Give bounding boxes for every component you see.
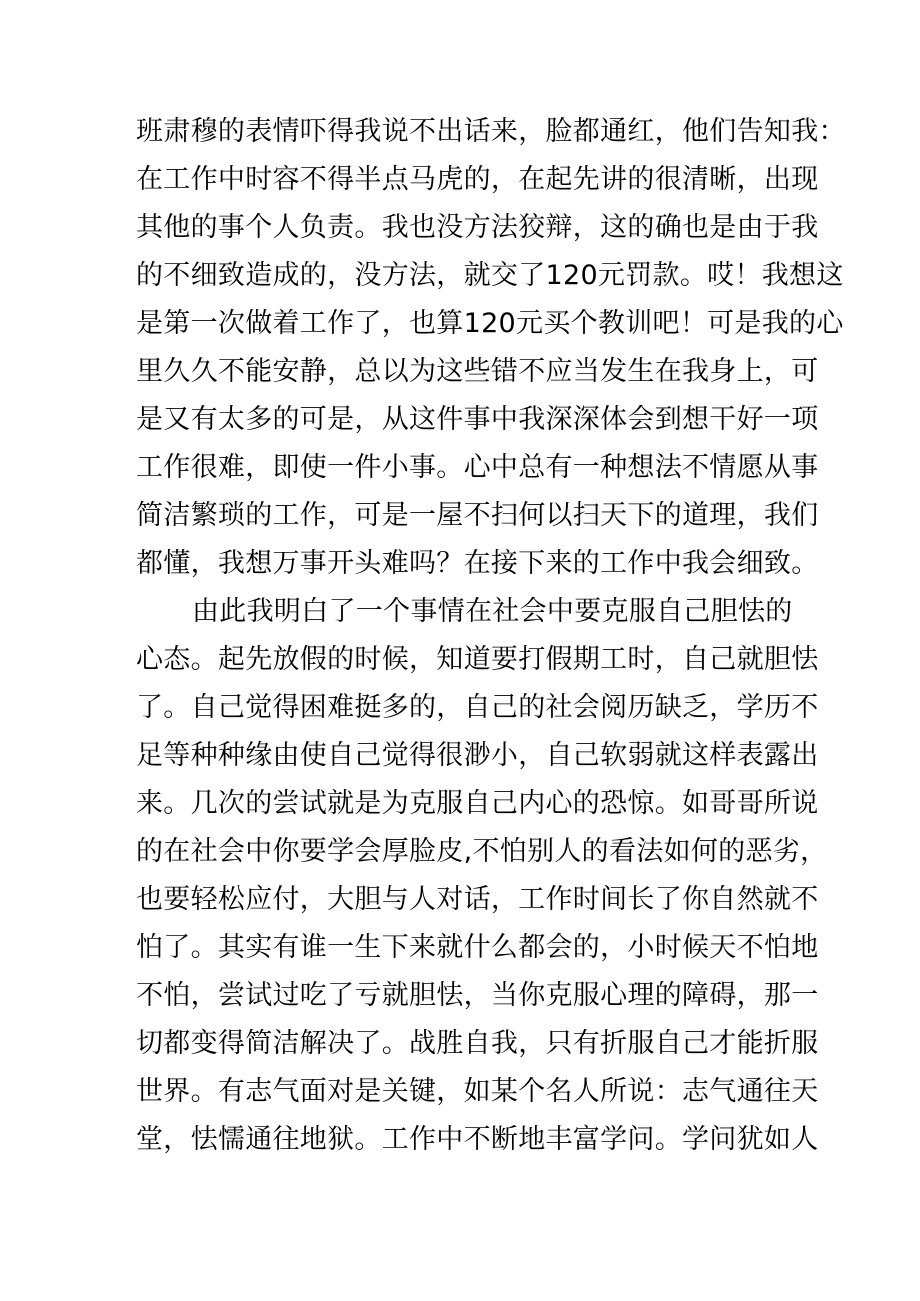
text-line: 世界。有志气面对是关键，如某个名人所说：志气通往天 [136,1076,819,1107]
text-line: 都懂，我想万事开头难吗？在接下来的工作中我会细致。 [136,548,819,579]
text-line: 来。几次的尝试就是为克服自己内心的恐惊。如哥哥所说 [136,788,819,819]
text-line: 是第一次做着工作了，也算120元买个教训吧！可是我的心 [136,308,844,339]
paragraph-2 [136,588,828,1164]
text-line: 不怕，尝试过吃了亏就胆怯，当你克服心理的障碍，那一 [136,980,819,1011]
text-line: 足等种种缘由使自己觉得很渺小，自己软弱就这样表露出 [136,740,819,771]
text-line: 心态。起先放假的时候，知道要打假期工时，自己就胆怯 [136,644,819,675]
text-line: 堂，怯懦通往地狱。工作中不断地丰富学问。学问犹如人 [136,1124,819,1155]
text-line: 是又有太多的可是，从这件事中我深深体会到想干好一项 [136,404,819,435]
text-line: 里久久不能安静，总以为这些错不应当发生在我身上，可 [136,356,819,387]
text-line: 切都变得简洁解决了。战胜自我，只有折服自己才能折服 [136,1028,819,1059]
paragraph-1 [136,108,846,588]
text-line: 的在社会中你要学会厚脸皮,不怕别人的看法如何的恶劣， [136,836,828,867]
text-line: 了。自己觉得困难挺多的，自己的社会阅历缺乏，学历不 [136,692,819,723]
body-text [136,108,846,1164]
text-line: 其他的事个人负责。我也没方法狡辩，这的确也是由于我 [136,212,819,243]
text-line: 也要轻松应付，大胆与人对话，工作时间长了你自然就不 [136,884,819,915]
text-line: 在工作中时容不得半点马虎的，在起先讲的很清晰，出现 [136,164,819,195]
text-line: 班肃穆的表情吓得我说不出话来，脸都通红，他们告知我： [136,116,846,147]
text-line: 工作很难，即使一件小事。心中总有一种想法不情愿从事 [136,452,819,483]
text-line: 的不细致造成的，没方法，就交了120元罚款。哎！我想这 [136,260,844,291]
text-line: 怕了。其实有谁一生下来就什么都会的，小时候天不怕地 [136,932,819,963]
text-line: 由此我明白了一个事情在社会中要克服自己胆怯的 [192,596,793,627]
text-line: 简洁繁琐的工作，可是一屋不扫何以扫天下的道理，我们 [136,500,819,531]
